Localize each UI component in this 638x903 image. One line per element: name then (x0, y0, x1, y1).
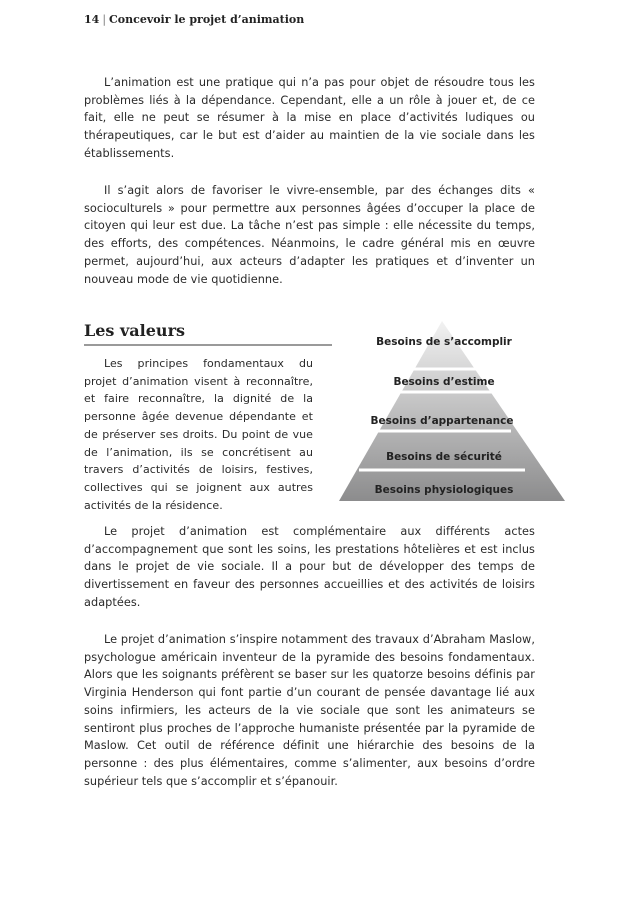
pyramid-level-label: Besoins de s’accomplir (376, 336, 512, 348)
body-paragraph-3: Le projet d’animation est complémentaire aux différents actes d’accompagnement que sont les soins, les prestations hôtelières et est inclus dans le projet de vie sociale. Il a pour but de développer des temps de divertissement en faveur des personnes accueillies et des activités de loisirs adaptées. (84, 525, 535, 609)
section-title-underline (84, 344, 332, 346)
pyramid-level-label: Besoins de sécurité (386, 451, 502, 463)
pyramid-level-label: Besoins d’estime (393, 376, 495, 388)
intro-paragraph-2: Il s’agit alors de favoriser le vivre-ensemble, par des échanges dits « socioculturels » pour permettre aux personnes âgées d’occuper la place de citoyen qui leur est due. La tâche n’est pas simple : elle nécessite du temps, des efforts, des compétences. Néanmoins, le cadre général mis en œuvre permet, aujourd’hui, aux acteurs d’adapter les pratiques et d’inventer un nouveau mode de vie quotidienne. (84, 184, 535, 286)
body-paragraph-4: Le projet d’animation s’inspire notamment des travaux d’Abraham Maslow, psychologue américain inventeur de la pyramide des besoins fondamentaux. Alors que les soignants préfèrent se baser sur les quatorze besoins définis par Virginia Henderson qui font partie d’un courant de pensée davantage lié aux soins infirmiers, les acteurs de la vie sociale que sont les animateurs se sentiront plus proches de l’approche humaniste présentée par la pyramide de Maslow. Cet outil de référence définit une hiérarchie des besoins de la personne : des plus élémentaires, comme s’alimenter, aux besoins d’ordre supérieur tels que s’accomplir et s’épanouir. (84, 633, 535, 788)
pyramid-level-label: Besoins physiologiques (374, 484, 514, 496)
values-paragraph: Les principes fondamentaux du projet d’animation visent à reconnaître, et faire reconnaître, la dignité de la personne âgée devenue dépendante et de préserver ses droits. Du point de vue de l’animation, ils se concrétisent au travers d’activités de loisirs, festives, collectives qui se joignent aux autres activités de la résidence. (84, 357, 313, 512)
pyramid-shape (339, 321, 565, 501)
header-separator: | (102, 13, 107, 26)
running-header (84, 13, 304, 26)
page-number: 14 (84, 13, 100, 26)
pyramid-level-label: Besoins d’appartenance (370, 415, 514, 427)
chapter-title: Concevoir le projet d’animation (109, 13, 305, 26)
maslow-pyramid (338, 320, 566, 512)
intro-paragraph-1: L’animation est une pratique qui n’a pas pour objet de résoudre tous les problèmes liés à la dépendance. Cependant, elle a un rôle à jouer et, de ce fait, elle ne peut se résumer à la mise en place d’activités ludiques ou thérapeutiques, car le but est d’aider au maintien de la vie sociale dans les établissements. (84, 76, 535, 160)
section-title: Les valeurs (84, 321, 185, 340)
